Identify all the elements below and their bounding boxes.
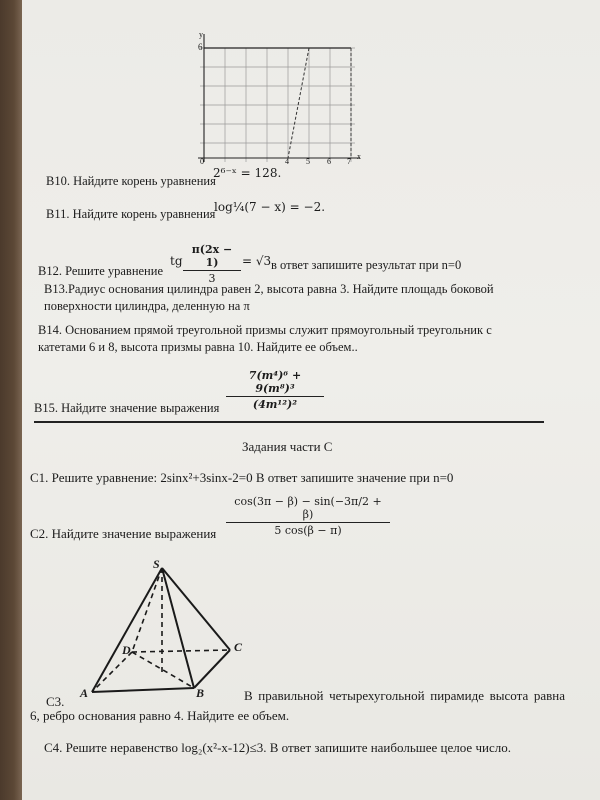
b15-numerator: 7(m⁴)⁶ + 9(m⁸)³	[248, 369, 302, 395]
b11-label: В11. Найдите корень уравнения	[46, 207, 216, 221]
b15-fraction-bar	[226, 396, 324, 397]
pyramid-label-d: D	[122, 643, 131, 657]
pyramid-label-s: S	[153, 557, 160, 571]
c2-fraction	[226, 495, 390, 537]
b10-label: В10. Найдите корень уравнения	[46, 174, 216, 188]
c4-text: С4. Решите неравенство log₂(x²-x-12)≤3. В ответ запишите наибольшее целое число.	[44, 740, 511, 755]
b12-fraction-bar	[183, 270, 241, 271]
c3-text: В правильной четырехугольной пирамиде высота равна 6, ребро основания равно 4. Найдите ее объем.	[30, 688, 565, 723]
section-divider	[34, 421, 544, 423]
pyramid-label-a: A	[80, 686, 89, 700]
b15-denominator: (4m¹²)²	[252, 398, 298, 411]
b12-label: В12. Решите уравнение	[38, 264, 163, 278]
pyramid-label-b: B	[196, 686, 205, 700]
graph-axis-x: x	[357, 152, 361, 161]
graph-axis-y: y	[199, 30, 203, 39]
graph-x-tick-0: 0	[200, 157, 204, 166]
c2-label: С2. Найдите значение выражения	[30, 526, 217, 541]
b12-denominator: 3	[208, 272, 216, 285]
c2-numerator: cos(3π − β) − sin(−3π/2 + β)	[234, 495, 382, 521]
b11-expression: log¼(7 − x) = −2.	[214, 200, 326, 214]
c2-fraction-bar	[226, 522, 390, 523]
b13-text: В13.Радиус основания цилиндра равен 2, высота равна 3. Найдите площадь боковой поверхности цилиндра, деленную на π	[44, 282, 494, 313]
b12-fraction	[183, 243, 241, 285]
b15-label: В15. Найдите значение выражения	[34, 401, 220, 415]
graph-x-tick-6: 6	[327, 157, 331, 166]
b12-tail: в ответ запишите результат при n=0	[271, 258, 462, 272]
b12-rhs: = √3	[242, 254, 272, 268]
function-graph	[190, 30, 365, 170]
b12-numerator: π(2x − 1)	[191, 243, 233, 269]
graph-y-tick: 6	[198, 42, 203, 52]
graph-x-tick-4: 4	[285, 157, 289, 166]
pyramid-label-c: C	[234, 640, 243, 654]
c2-denominator: 5 cos(β − π)	[274, 524, 342, 537]
b10-expression: 2⁶⁻ˣ = 128.	[213, 166, 282, 180]
c3-label: С3.	[46, 694, 65, 709]
c1-text: С1. Решите уравнение: 2sinx²+3sinx-2=0 В ответ запишите значение при n=0	[30, 470, 454, 485]
pyramid-diagram	[80, 560, 250, 700]
b15-fraction	[226, 369, 324, 411]
graph-x-tick-5: 5	[306, 157, 310, 166]
part-c-title: Задания части С	[242, 439, 333, 454]
b14-text: В14. Основанием прямой треугольной призмы служит прямоугольный треугольник с катетами 6 и 8, высота призмы равна 10. Найдите ее объем..	[38, 323, 492, 354]
b12-tg: tg	[170, 254, 183, 268]
graph-x-tick-7: 7	[347, 157, 351, 166]
